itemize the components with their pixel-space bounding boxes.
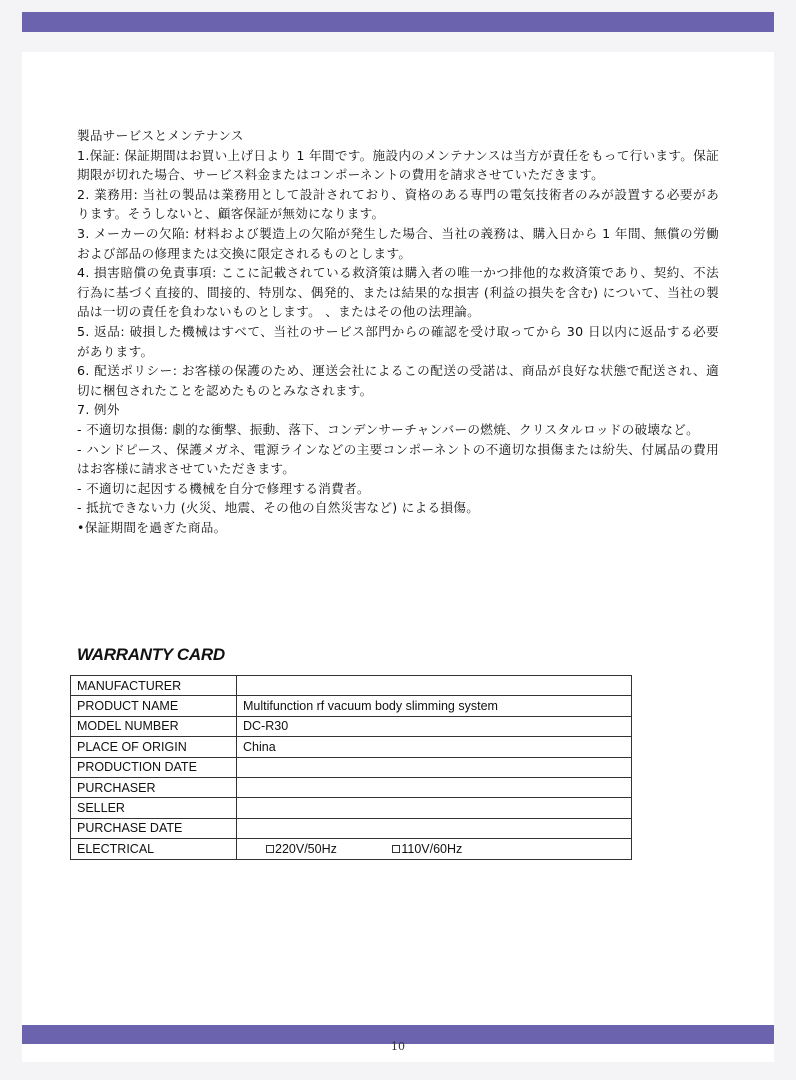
table-row [71,777,632,797]
terms-text [77,126,719,537]
terms-paragraph: 7. 例外 [77,402,120,418]
row-value [237,777,632,797]
checkbox-icon[interactable] [392,845,400,853]
terms-paragraph: 4. 損害賠償の免責事項: ここに記載されている救済策は購入者の唯一かつ排他的な救済策であり、契約、不法行為に基づく直接的、間接的、特別な、偶発的、または結果的な損害 (利益の損失を含む) について、当社の製品は一切の責任を負わないものとします。 、またはその他の法理論。 [77,265,719,320]
terms-heading: 製品サービスとメンテナンス [77,128,244,143]
table-row [71,696,632,716]
row-label: MANUFACTURER [71,676,237,696]
table-row [71,818,632,838]
row-value [237,757,632,777]
row-label: PRODUCTION DATE [71,757,237,777]
terms-paragraph: - 不適切に起因する機械を自分で修理する消費者。 [77,480,370,496]
header-band [22,12,774,32]
voltage-option-220[interactable] [266,842,337,856]
voltage-option-110[interactable] [392,842,462,856]
table-row [71,676,632,696]
terms-paragraph: 1.保証: 保証期間はお買い上げ日より 1 年間です。施設内のメンテナンスは当方が責任をもって行います。保証期限が切れた場合、サービス料金またはコンポーネントの費用を請求させていただきます。 [77,147,719,183]
warranty-card-table [70,675,632,860]
terms-paragraph: 5. 返品: 破損した機械はすべて、当社のサービス部門からの確認を受け取ってから 30 日以内に返品する必要があります。 [77,323,719,359]
table-row [71,737,632,757]
row-label: PRODUCT NAME [71,696,237,716]
row-label: MODEL NUMBER [71,716,237,736]
page-number: 10 [391,1040,405,1053]
voltage-option-label: 110V/60Hz [401,841,463,856]
row-value: Multifunction rf vacuum body slimming system [237,696,632,716]
terms-paragraph: •保証期間を過ぎた商品。 [77,519,227,535]
row-value [237,818,632,838]
terms-paragraph: 6. 配送ポリシー: お客様の保護のため、運送会社によるこの配送の受諾は、商品が良好な状態で配送され、適切に梱包されたことを認めたものとみなされます。 [77,363,719,398]
row-value: DC-R30 [237,716,632,736]
terms-paragraph: 3. メーカーの欠陥: 材料および製造上の欠陥が発生した場合、当社の義務は、購入日から 1 年間、無償の労働および部品の修理または交換に限定されるものとします。 [77,225,719,261]
row-value [237,676,632,696]
row-label: SELLER [71,798,237,818]
terms-paragraph: - ハンドピース、保護メガネ、電源ラインなどの主要コンポーネントの不適切な損傷または紛失、付属品の費用はお客様に請求させていただきます。 [77,441,719,477]
table-row [71,839,632,859]
row-label: ELECTRICAL [71,839,237,859]
table-row [71,798,632,818]
table-row [71,716,632,736]
terms-paragraph: - 不適切な損傷: 劇的な衝撃、振動、落下、コンデンサーチャンバーの燃焼、クリスタルロッドの破壊など。 [77,421,699,437]
checkbox-icon[interactable] [266,845,274,853]
row-label: PURCHASER [71,777,237,797]
row-label: PURCHASE DATE [71,818,237,838]
electrical-options [237,839,632,859]
terms-paragraph: - 抵抗できない力 (火災、地震、その他の自然災害など) による損傷。 [77,500,480,516]
row-value [237,798,632,818]
voltage-option-label: 220V/50Hz [275,841,337,856]
row-label: PLACE OF ORIGIN [71,737,237,757]
table-row [71,757,632,777]
warranty-card-title: WARRANTY CARD [77,645,225,664]
row-value: China [237,737,632,757]
terms-paragraph: 2. 業務用: 当社の製品は業務用として設計されており、資格のある専門の電気技術者のみが設置する必要があります。そうしないと、顧客保証が無効になります。 [77,186,719,222]
